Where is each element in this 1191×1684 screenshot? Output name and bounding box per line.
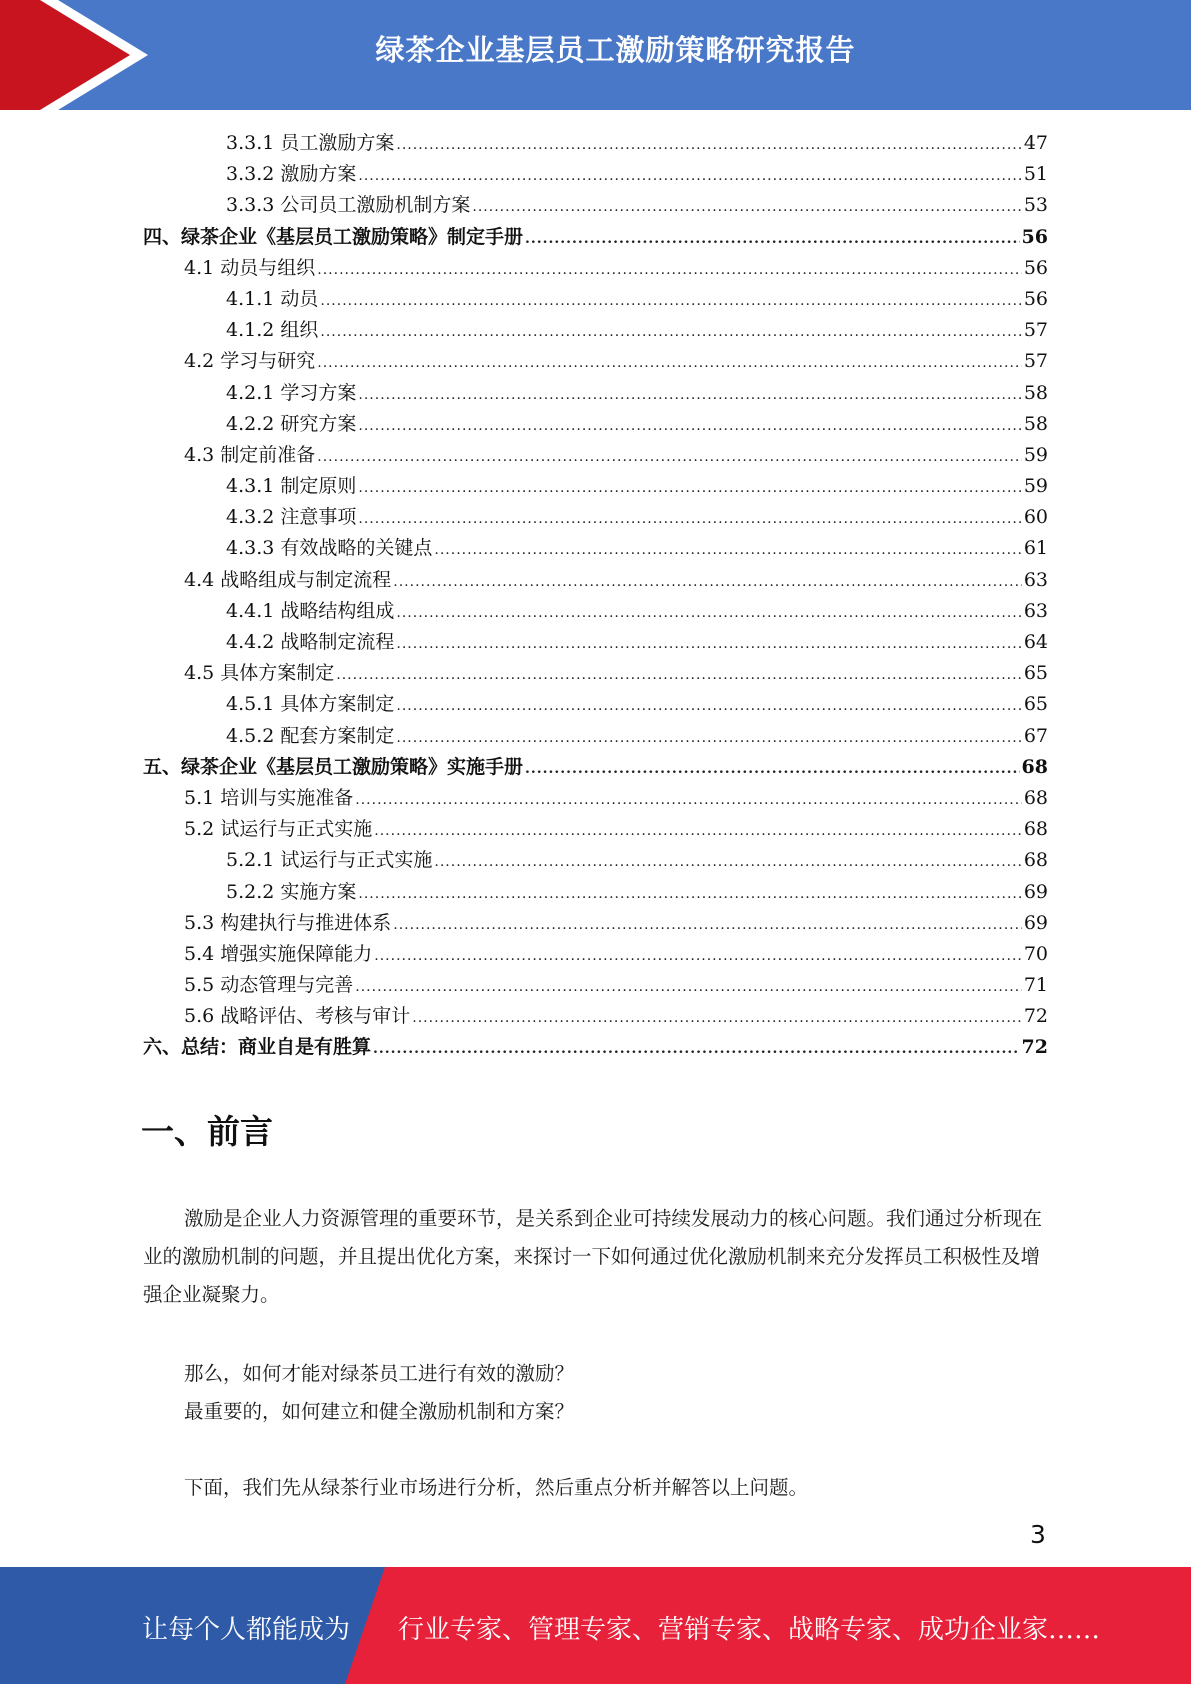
- toc-entry-page: 63: [1023, 599, 1048, 622]
- toc-entry-page: 70: [1023, 942, 1048, 965]
- toc-entry-title: 5.3 构建执行与推进体系: [184, 911, 392, 934]
- toc-dot-leader: [472, 192, 1021, 223]
- toc-entry-title: 四、绿茶企业《基层员工激励策略》制定手册: [143, 225, 524, 248]
- toc-entry[interactable]: [143, 253, 1048, 284]
- toc-entry-title: 3.3.2 激励方案: [226, 163, 357, 186]
- toc-entry[interactable]: [143, 596, 1048, 627]
- toc-entry-title: 4.2.2 研究方案: [226, 412, 357, 435]
- toc-entry-title: 5.5 动态管理与完善: [184, 974, 354, 997]
- toc-dot-leader: [396, 629, 1021, 660]
- toc-dot-leader: [412, 1003, 1022, 1034]
- toc-entry[interactable]: [143, 814, 1048, 845]
- toc-entry[interactable]: [143, 689, 1048, 720]
- toc-dot-leader: [317, 255, 1022, 286]
- toc-dot-leader: [374, 941, 1022, 972]
- toc-entry[interactable]: [143, 845, 1048, 876]
- toc-entry-title: 4.5.2 配套方案制定: [226, 724, 395, 747]
- toc-entry[interactable]: [143, 128, 1048, 159]
- toc-entry[interactable]: [143, 908, 1048, 939]
- toc-entry-title: 5.6 战略评估、考核与审计: [184, 1005, 411, 1028]
- toc-entry-title: 4.3.3 有效战略的关键点: [226, 537, 433, 560]
- toc-dot-leader: [396, 130, 1021, 161]
- toc-dot-leader: [373, 1034, 1020, 1065]
- toc-entry-page: 71: [1023, 974, 1048, 997]
- toc-entry-page: 57: [1023, 350, 1048, 373]
- toc-entry[interactable]: [143, 440, 1048, 471]
- toc-entry-page: 68: [1023, 786, 1048, 809]
- table-of-contents: [143, 128, 1048, 1064]
- toc-entry-page: 58: [1023, 412, 1048, 435]
- toc-entry-title: 5.2 试运行与正式实施: [184, 818, 373, 841]
- toc-entry-title: 4.3 制定前准备: [184, 443, 316, 466]
- toc-entry[interactable]: [143, 752, 1048, 783]
- toc-entry-title: 3.3.3 公司员工激励机制方案: [226, 194, 471, 217]
- question-line-1: 那么，如何才能对绿茶员工进行有效的激励？: [184, 1362, 575, 1385]
- toc-entry[interactable]: [143, 502, 1048, 533]
- toc-entry-page: 59: [1023, 443, 1048, 466]
- toc-entry[interactable]: [143, 159, 1048, 190]
- toc-entry-title: 4.5.1 具体方案制定: [226, 693, 395, 716]
- toc-entry[interactable]: [143, 939, 1048, 970]
- toc-dot-leader: [525, 224, 1020, 255]
- toc-entry-title: 4.4 战略组成与制定流程: [184, 568, 392, 591]
- toc-dot-leader: [374, 816, 1022, 847]
- toc-dot-leader: [358, 504, 1021, 535]
- toc-dot-leader: [358, 411, 1021, 442]
- toc-entry-page: 72: [1023, 1005, 1048, 1028]
- toc-entry[interactable]: [143, 409, 1048, 440]
- toc-entry-page: 56: [1021, 225, 1048, 248]
- toc-dot-leader: [434, 535, 1021, 566]
- question-paragraph: [184, 1355, 1044, 1431]
- intro-paragraph: 激励是企业人力资源管理的重要环节，是关系到企业可持续发展动力的核心问题。我们通过分析现在业的激励机制的问题，并且提出优化方案，来探讨一下如何通过优化激励机制来充分发挥员工积极性及增强企业凝聚力。: [143, 1207, 1043, 1306]
- toc-entry-page: 61: [1023, 537, 1048, 560]
- toc-entry-title: 4.4.2 战略制定流程: [226, 631, 395, 653]
- toc-entry[interactable]: [143, 565, 1048, 596]
- toc-entry-page: 72: [1021, 1036, 1048, 1059]
- toc-dot-leader: [393, 910, 1022, 941]
- toc-entry[interactable]: [143, 315, 1048, 346]
- toc-entry-page: 53: [1023, 194, 1048, 217]
- toc-entry-title: 4.2.1 学习方案: [226, 381, 357, 404]
- toc-dot-leader: [434, 847, 1021, 878]
- toc-entry-title: 5.4 增强实施保障能力: [184, 942, 373, 965]
- toc-dot-leader: [320, 317, 1021, 348]
- toc-entry-page: 68: [1023, 849, 1048, 872]
- toc-entry-page: 67: [1023, 724, 1048, 747]
- footer-slogan-left: 让每个人都能成为: [142, 1615, 351, 1645]
- toc-entry-title: 5.2.1 试运行与正式实施: [226, 849, 433, 872]
- toc-entry[interactable]: [143, 471, 1048, 502]
- toc-entry-page: 59: [1023, 475, 1048, 498]
- toc-entry[interactable]: [143, 783, 1048, 814]
- page-header: [0, 0, 1191, 110]
- toc-dot-leader: [317, 442, 1022, 473]
- toc-dot-leader: [355, 785, 1022, 816]
- toc-entry-page: 63: [1023, 568, 1048, 591]
- toc-entry[interactable]: [143, 970, 1048, 1001]
- toc-dot-leader: [525, 754, 1020, 785]
- toc-dot-leader: [317, 348, 1022, 379]
- toc-dot-leader: [396, 691, 1021, 722]
- toc-entry-page: 64: [1023, 631, 1048, 653]
- page-number: 3: [1030, 1520, 1046, 1549]
- toc-entry-page: 47: [1023, 132, 1048, 154]
- toc-entry-title: 4.3.1 制定原则: [226, 475, 357, 498]
- toc-entry-title: 4.3.2 注意事项: [226, 506, 357, 529]
- toc-entry[interactable]: [143, 1001, 1048, 1032]
- toc-entry[interactable]: [143, 721, 1048, 752]
- toc-dot-leader: [358, 879, 1021, 910]
- toc-entry-page: 58: [1023, 381, 1048, 404]
- page-footer: [0, 1567, 1191, 1684]
- toc-entry[interactable]: [143, 627, 1048, 658]
- toc-entry[interactable]: [143, 284, 1048, 315]
- toc-entry-page: 51: [1023, 163, 1048, 186]
- toc-dot-leader: [396, 598, 1021, 629]
- footer-slogan-right: 行业专家、管理专家、营销专家、战略专家、成功企业家……: [398, 1615, 1101, 1645]
- toc-dot-leader: [396, 723, 1021, 754]
- toc-entry-page: 68: [1021, 755, 1048, 778]
- toc-entry-title: 3.3.1 员工激励方案: [226, 132, 395, 154]
- toc-entry[interactable]: [143, 346, 1048, 377]
- closing-paragraph: 下面，我们先从绿茶行业市场进行分析，然后重点分析并解答以上问题。: [184, 1476, 809, 1499]
- toc-entry-title: 4.4.1 战略结构组成: [226, 599, 395, 622]
- toc-entry-title: 5.2.2 实施方案: [226, 880, 357, 903]
- toc-entry-title: 4.1.1 动员: [226, 287, 319, 310]
- toc-entry-page: 57: [1023, 319, 1048, 342]
- toc-entry-title: 4.5 具体方案制定: [184, 662, 335, 685]
- toc-entry-page: 69: [1023, 880, 1048, 903]
- toc-entry-page: 68: [1023, 818, 1048, 841]
- toc-entry[interactable]: [143, 190, 1048, 221]
- toc-entry-title: 5.1 培训与实施准备: [184, 786, 354, 809]
- toc-entry-title: 4.2 学习与研究: [184, 350, 316, 373]
- toc-dot-leader: [358, 473, 1021, 504]
- toc-entry[interactable]: [143, 222, 1048, 253]
- toc-entry[interactable]: [143, 1032, 1048, 1063]
- toc-dot-leader: [393, 567, 1022, 598]
- toc-entry[interactable]: [143, 877, 1048, 908]
- toc-entry-page: 60: [1023, 506, 1048, 529]
- toc-entry[interactable]: [143, 378, 1048, 409]
- toc-entry[interactable]: [143, 658, 1048, 689]
- toc-entry-title: 五、绿茶企业《基层员工激励策略》实施手册: [143, 755, 524, 778]
- question-line-2: 最重要的，如何建立和健全激励机制和方案？: [184, 1400, 575, 1423]
- document-title: 绿茶企业基层员工激励策略研究报告: [375, 33, 856, 67]
- toc-entry-page: 69: [1023, 911, 1048, 934]
- toc-dot-leader: [358, 380, 1021, 411]
- toc-dot-leader: [355, 972, 1022, 1003]
- toc-dot-leader: [336, 660, 1022, 691]
- toc-entry-title: 4.1 动员与组织: [184, 256, 316, 279]
- toc-entry-title: 六、总结：商业自是有胜算: [143, 1036, 372, 1059]
- toc-entry-page: 56: [1023, 256, 1048, 279]
- toc-entry-title: 4.1.2 组织: [226, 319, 319, 342]
- toc-entry[interactable]: [143, 533, 1048, 564]
- toc-entry-page: 65: [1023, 693, 1048, 716]
- toc-entry-page: 65: [1023, 662, 1048, 685]
- section-heading: 一、前言: [141, 1112, 273, 1151]
- toc-dot-leader: [320, 286, 1021, 317]
- toc-entry-page: 56: [1023, 287, 1048, 310]
- toc-dot-leader: [358, 161, 1021, 192]
